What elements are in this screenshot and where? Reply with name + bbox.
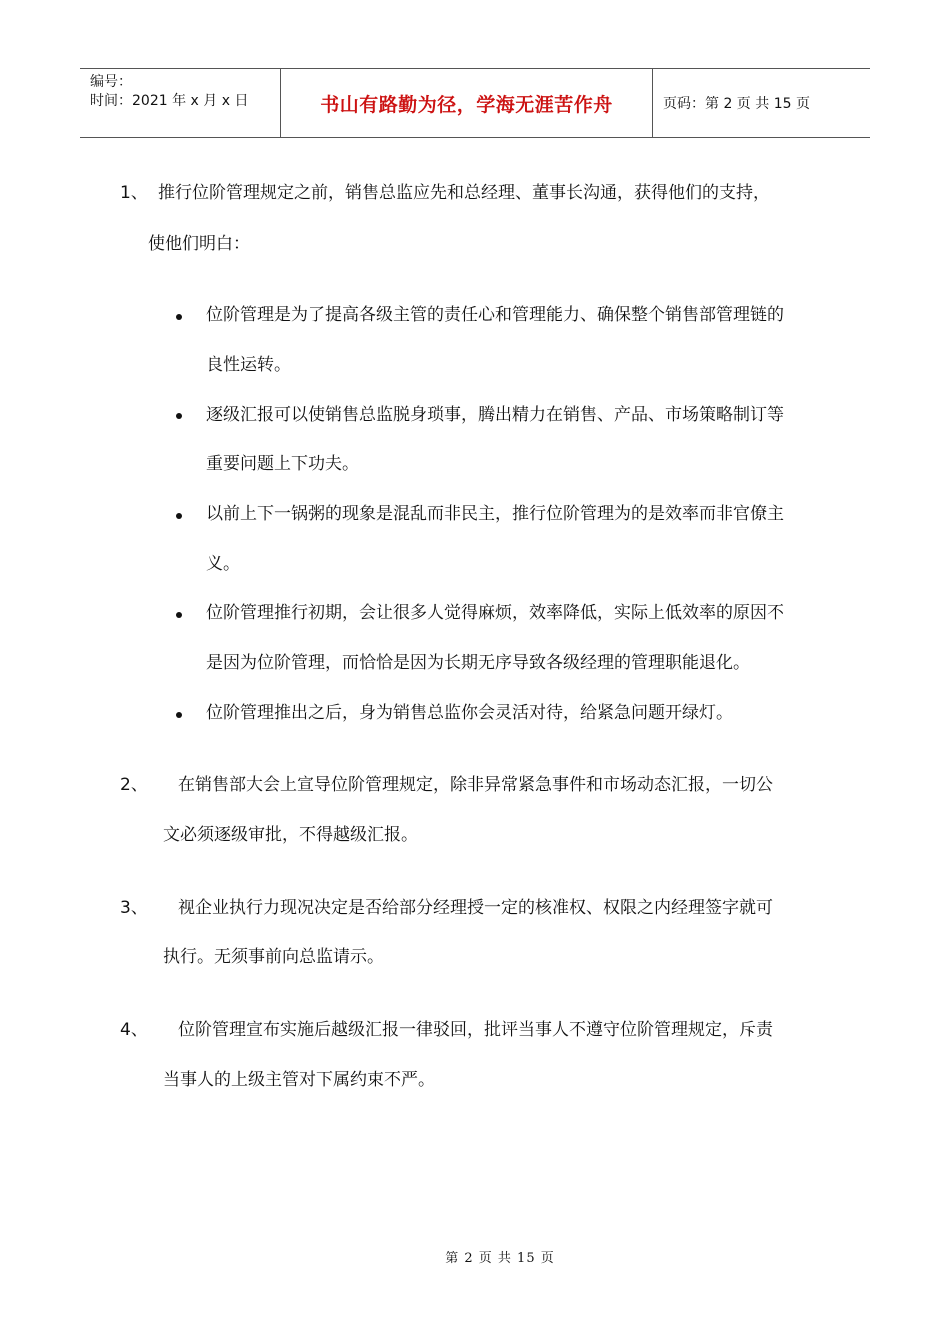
bullet-icon (176, 712, 182, 718)
paragraph-line: 在销售部大会上宣导位阶管理规定，除非异常紧急事件和市场动态汇报，一切公 (178, 775, 773, 795)
bullet-icon (176, 612, 182, 618)
paragraph-line: 视企业执行力现况决定是否给部分经理授一定的核准权、权限之内经理签字就可 (178, 898, 773, 918)
bullet-icon (176, 413, 182, 419)
bullet-line: 良性运转。 (206, 355, 291, 375)
paragraph-line: 当事人的上级主管对下属约束不严。 (163, 1070, 435, 1090)
item-number: 1、 (120, 183, 148, 203)
document-number-label: 编号： (90, 74, 132, 90)
bullet-line: 重要问题上下功夫。 (206, 454, 359, 474)
item-number: 4、 (120, 1020, 148, 1040)
bullet-line: 逐级汇报可以使销售总监脱身琐事，腾出精力在销售、产品、市场策略制订等 (206, 405, 784, 425)
item-number: 3、 (120, 898, 148, 918)
header-page-info: 页码：第 2 页 共 15 页 (663, 96, 810, 112)
bullet-icon (176, 314, 182, 320)
header-info-cell (80, 69, 281, 137)
bullet-line: 位阶管理推出之后，身为销售总监你会灵活对待，给紧急问题开绿灯。 (206, 703, 733, 723)
header-table (80, 68, 870, 138)
document-date-label: 时间：2021 年 x 月 x 日 (90, 93, 249, 109)
item-number: 2、 (120, 775, 148, 795)
paragraph-line: 位阶管理宣布实施后越级汇报一律驳回，批评当事人不遵守位阶管理规定，斥责 (178, 1020, 773, 1040)
bullet-line: 以前上下一锅粥的现象是混乱而非民主，推行位阶管理为的是效率而非官僚主 (206, 504, 784, 524)
bullet-line: 位阶管理是为了提高各级主管的责任心和管理能力、确保整个销售部管理链的 (206, 305, 784, 325)
bullet-icon (176, 513, 182, 519)
paragraph-line: 使他们明白： (148, 234, 250, 254)
bullet-line: 义。 (206, 554, 240, 574)
header-motto: 书山有路勤为径，学海无涯苦作舟 (281, 69, 653, 137)
paragraph-line: 执行。无须事前向总监请示。 (163, 947, 384, 967)
page-footer: 第 2 页 共 15 页 (445, 1251, 555, 1266)
paragraph-line: 推行位阶管理规定之前，销售总监应先和总经理、董事长沟通，获得他们的支持， (158, 183, 770, 203)
bullet-line: 位阶管理推行初期，会让很多人觉得麻烦，效率降低，实际上低效率的原因不 (206, 603, 784, 623)
paragraph-line: 文必须逐级审批，不得越级汇报。 (163, 825, 418, 845)
bullet-line: 是因为位阶管理，而恰恰是因为长期无序导致各级经理的管理职能退化。 (206, 653, 750, 673)
